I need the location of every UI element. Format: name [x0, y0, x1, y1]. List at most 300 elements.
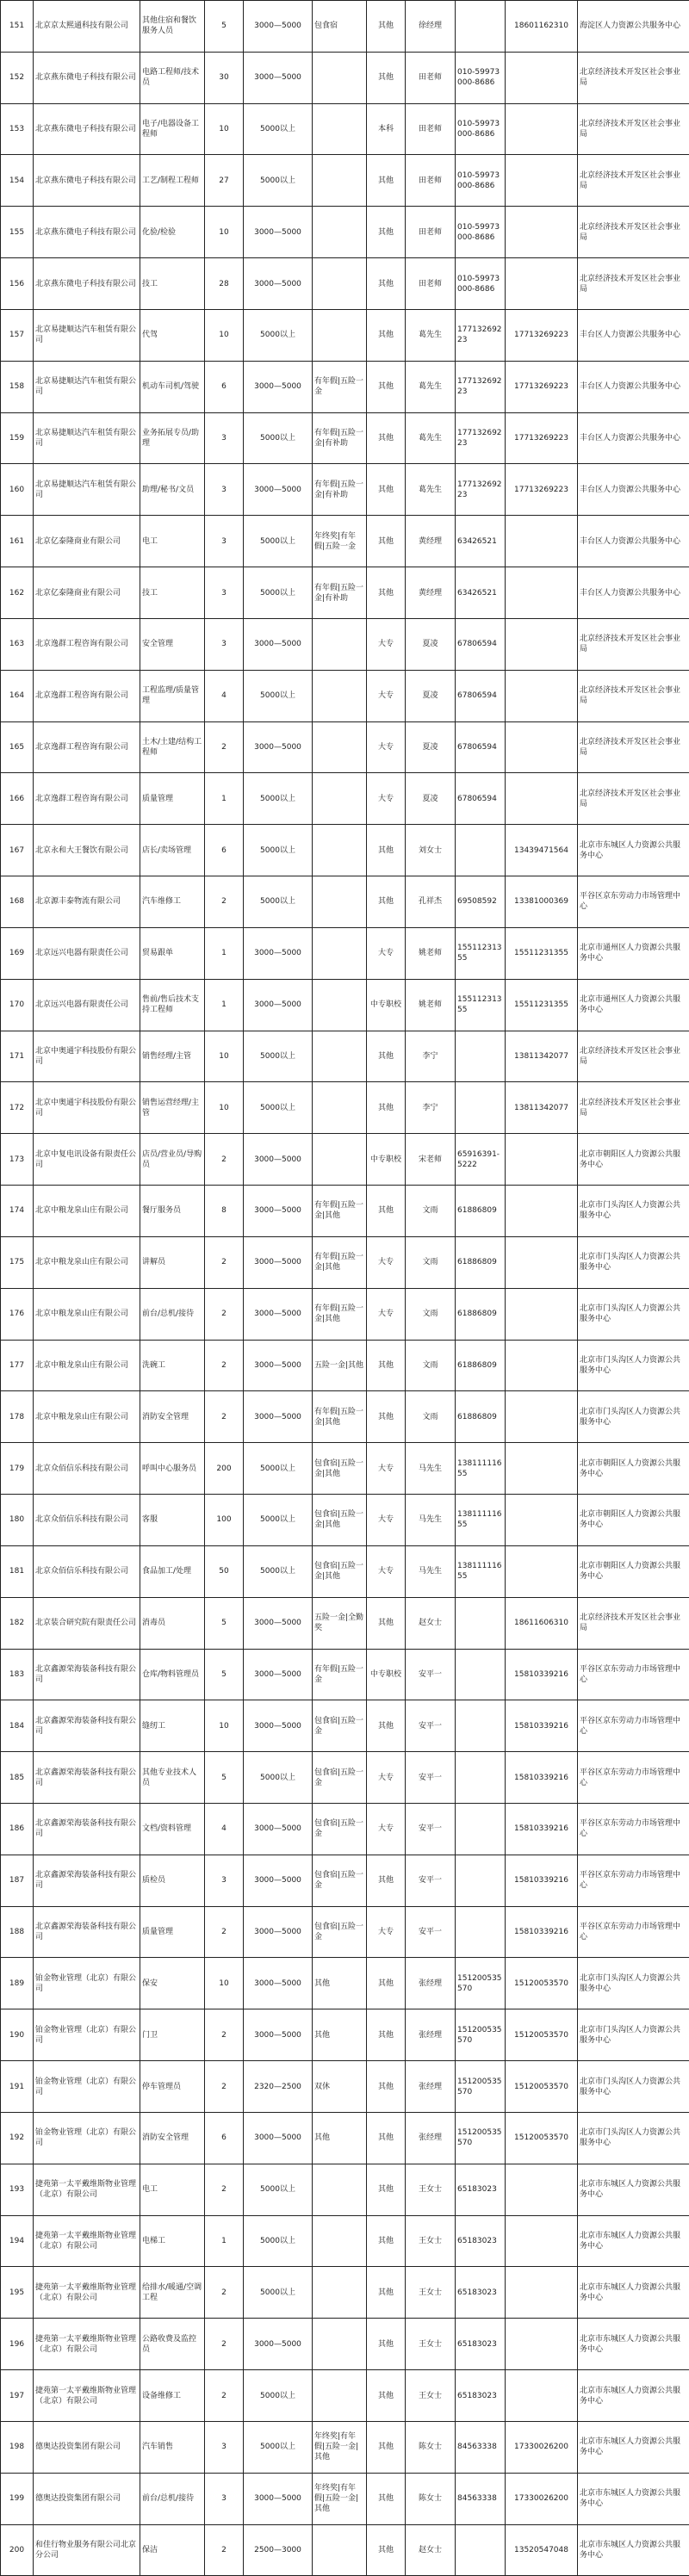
table-row: [1, 1752, 689, 1804]
headcount-cell: 3: [205, 2473, 244, 2524]
agency-cell: 北京市东城区人力资源公共服务中心: [578, 2164, 689, 2215]
company-cell: 北京易捷顺达汽车租赁有限公司: [34, 412, 140, 464]
education-cell: 其他: [367, 567, 406, 619]
salary-cell: 3000—5000: [244, 52, 313, 103]
agency-cell: 北京市东城区人力资源公共服务中心: [578, 2473, 689, 2524]
benefits-cell: 包食宿|五险一金: [313, 1855, 367, 1906]
agency-cell: 平谷区京东劳动力市场管理中心: [578, 1752, 689, 1804]
benefits-cell: [313, 2267, 367, 2319]
phone-cell: 15511231355: [456, 979, 506, 1031]
contact-person-cell: 安平一: [406, 1855, 456, 1906]
row-number-cell: 152: [1, 52, 34, 103]
benefits-cell: 包食宿|五险一金: [313, 1700, 367, 1752]
table-row: [1, 309, 689, 361]
education-cell: 其他: [367, 207, 406, 258]
phone-cell: 17713269223: [456, 309, 506, 361]
mobile-cell: 17330026200: [506, 2421, 578, 2473]
mobile-cell: [506, 1186, 578, 1237]
company-cell: 捷苑第一太平戴维斯物业管理（北京）有限公司: [34, 2215, 140, 2267]
benefits-cell: 包食宿|五险一金: [313, 1906, 367, 1958]
benefits-cell: [313, 1082, 367, 1134]
contact-person-cell: 王女士: [406, 2319, 456, 2370]
row-number-cell: 192: [1, 2112, 34, 2164]
phone-cell: 151200535570: [456, 1958, 506, 2009]
salary-cell: 3000—5000: [244, 2009, 313, 2061]
position-cell: 店长/卖场管理: [140, 825, 205, 876]
row-number-cell: 173: [1, 1134, 34, 1186]
row-number-cell: 179: [1, 1443, 34, 1495]
mobile-cell: [506, 1134, 578, 1186]
benefits-cell: 包食宿|五险一金: [313, 1803, 367, 1855]
table-row: [1, 361, 689, 412]
salary-cell: 3000—5000: [244, 2319, 313, 2370]
contact-person-cell: 安平一: [406, 1752, 456, 1804]
table-row: [1, 1186, 689, 1237]
agency-cell: 北京市朝阳区人力资源公共服务中心: [578, 1134, 689, 1186]
agency-cell: 丰台区人力资源公共服务中心: [578, 361, 689, 412]
position-cell: 工艺/制程工程师: [140, 155, 205, 207]
agency-cell: 丰台区人力资源公共服务中心: [578, 412, 689, 464]
position-cell: 其他专业技术人员: [140, 1752, 205, 1804]
education-cell: 大专: [367, 927, 406, 979]
company-cell: 德奥达投资集团有限公司: [34, 2421, 140, 2473]
mobile-cell: 17713269223: [506, 412, 578, 464]
contact-person-cell: 夏凌: [406, 773, 456, 825]
salary-cell: 5000以上: [244, 516, 313, 567]
mobile-cell: 13811342077: [506, 1082, 578, 1134]
salary-cell: 5000以上: [244, 1495, 313, 1546]
agency-cell: 北京经济技术开发区社会事业局: [578, 103, 689, 155]
benefits-cell: [313, 1134, 367, 1186]
education-cell: 其他: [367, 2061, 406, 2113]
contact-person-cell: 徐经理: [406, 1, 456, 53]
contact-person-cell: 张经理: [406, 2009, 456, 2061]
company-cell: 北京中粮龙泉山庄有限公司: [34, 1391, 140, 1443]
salary-cell: 3000—5000: [244, 2112, 313, 2164]
position-cell: 设备维修工: [140, 2370, 205, 2422]
position-cell: 电子/电器设备工程师: [140, 103, 205, 155]
phone-cell: 84563338: [456, 2473, 506, 2524]
phone-cell: 61886809: [456, 1236, 506, 1288]
phone-cell: 13811111655: [456, 1443, 506, 1495]
headcount-cell: 2: [205, 2009, 244, 2061]
position-cell: 工程监理/质量管理: [140, 670, 205, 721]
position-cell: 餐厅服务员: [140, 1186, 205, 1237]
contact-person-cell: 张经理: [406, 1958, 456, 2009]
education-cell: 中专职校: [367, 1134, 406, 1186]
phone-cell: [456, 1649, 506, 1700]
contact-person-cell: 张经理: [406, 2112, 456, 2164]
company-cell: 北京众佰信乐科技有限公司: [34, 1545, 140, 1597]
salary-cell: 5000以上: [244, 876, 313, 928]
table-row: [1, 876, 689, 928]
table-row: [1, 2112, 689, 2164]
phone-cell: 010-59973000-8686: [456, 207, 506, 258]
table-row: [1, 1906, 689, 1958]
contact-person-cell: 姚老师: [406, 979, 456, 1031]
mobile-cell: [506, 1236, 578, 1288]
benefits-cell: 年终奖|有年假|五险一金: [313, 516, 367, 567]
position-cell: 洗碗工: [140, 1340, 205, 1391]
position-cell: 销售经理/主管: [140, 1031, 205, 1082]
salary-cell: 5000以上: [244, 670, 313, 721]
agency-cell: 北京经济技术开发区社会事业局: [578, 258, 689, 310]
position-cell: 业务拓展专员/助理: [140, 412, 205, 464]
phone-cell: 151200535570: [456, 2061, 506, 2113]
agency-cell: 北京经济技术开发区社会事业局: [578, 1597, 689, 1649]
education-cell: 其他: [367, 876, 406, 928]
salary-cell: 3000—5000: [244, 1288, 313, 1340]
position-cell: 仓库/物料管理员: [140, 1649, 205, 1700]
mobile-cell: [506, 2215, 578, 2267]
headcount-cell: 3: [205, 618, 244, 670]
row-number-cell: 196: [1, 2319, 34, 2370]
phone-cell: [456, 1700, 506, 1752]
agency-cell: 北京市门头沟区人力资源公共服务中心: [578, 1340, 689, 1391]
mobile-cell: [506, 2164, 578, 2215]
phone-cell: 65183023: [456, 2370, 506, 2422]
row-number-cell: 185: [1, 1752, 34, 1804]
position-cell: 缝纫工: [140, 1700, 205, 1752]
agency-cell: 北京市东城区人力资源公共服务中心: [578, 2215, 689, 2267]
education-cell: 中专职校: [367, 1649, 406, 1700]
table-row: [1, 2215, 689, 2267]
mobile-cell: [506, 1443, 578, 1495]
row-number-cell: 178: [1, 1391, 34, 1443]
row-number-cell: 168: [1, 876, 34, 928]
company-cell: 北京中复电讯设备有限责任公司: [34, 1134, 140, 1186]
phone-cell: 010-59973000-8686: [456, 52, 506, 103]
benefits-cell: [313, 979, 367, 1031]
row-number-cell: 159: [1, 412, 34, 464]
company-cell: 铂金物业管理（北京）有限公司: [34, 2112, 140, 2164]
position-cell: 质量管理: [140, 1906, 205, 1958]
benefits-cell: 包食宿|五险一金|其他: [313, 1443, 367, 1495]
education-cell: 其他: [367, 1, 406, 53]
position-cell: 消防安全管理: [140, 2112, 205, 2164]
contact-person-cell: 赵女士: [406, 1597, 456, 1649]
table-row: [1, 2370, 689, 2422]
phone-cell: [456, 1752, 506, 1804]
row-number-cell: 161: [1, 516, 34, 567]
table-row: [1, 825, 689, 876]
position-cell: 保安: [140, 1958, 205, 2009]
benefits-cell: [313, 670, 367, 721]
salary-cell: 5000以上: [244, 2164, 313, 2215]
contact-person-cell: 黄经理: [406, 567, 456, 619]
benefits-cell: 双休: [313, 2061, 367, 2113]
education-cell: 本科: [367, 103, 406, 155]
table-row: [1, 464, 689, 516]
salary-cell: 5000以上: [244, 1752, 313, 1804]
position-cell: 汽车销售: [140, 2421, 205, 2473]
agency-cell: 平谷区京东劳动力市场管理中心: [578, 1649, 689, 1700]
table-row: [1, 2524, 689, 2576]
headcount-cell: 10: [205, 1958, 244, 2009]
headcount-cell: 2: [205, 1134, 244, 1186]
table-row: [1, 412, 689, 464]
company-cell: 北京中粮龙泉山庄有限公司: [34, 1288, 140, 1340]
company-cell: 北京中粮龙泉山庄有限公司: [34, 1186, 140, 1237]
position-cell: 给排水/暖通/空调工程: [140, 2267, 205, 2319]
position-cell: 质量管理: [140, 773, 205, 825]
table-row: [1, 927, 689, 979]
table-row: [1, 1700, 689, 1752]
phone-cell: [456, 825, 506, 876]
agency-cell: 北京经济技术开发区社会事业局: [578, 155, 689, 207]
benefits-cell: 年终奖|有年假|五险一金|其他: [313, 2421, 367, 2473]
contact-person-cell: 夏凌: [406, 721, 456, 773]
company-cell: 北京中粮龙泉山庄有限公司: [34, 1340, 140, 1391]
position-cell: 技工: [140, 258, 205, 310]
phone-cell: 63426521: [456, 567, 506, 619]
contact-person-cell: 王女士: [406, 2370, 456, 2422]
salary-cell: 3000—5000: [244, 1906, 313, 1958]
company-cell: 和佳行物业服务有限公司北京分公司: [34, 2524, 140, 2576]
company-cell: 北京中粮龙泉山庄有限公司: [34, 1236, 140, 1288]
benefits-cell: 有年假|五险一金|其他: [313, 1391, 367, 1443]
contact-person-cell: 文雨: [406, 1236, 456, 1288]
phone-cell: 84563338: [456, 2421, 506, 2473]
phone-cell: [456, 1031, 506, 1082]
table-row: [1, 2061, 689, 2113]
education-cell: 其他: [367, 2112, 406, 2164]
row-number-cell: 172: [1, 1082, 34, 1134]
company-cell: 北京逸群工程咨询有限公司: [34, 618, 140, 670]
headcount-cell: 6: [205, 2112, 244, 2164]
education-cell: 大专: [367, 670, 406, 721]
table-row: [1, 516, 689, 567]
contact-person-cell: 赵女士: [406, 2524, 456, 2576]
headcount-cell: 10: [205, 1082, 244, 1134]
table-row: [1, 1288, 689, 1340]
phone-cell: [456, 1, 506, 53]
education-cell: 其他: [367, 361, 406, 412]
row-number-cell: 190: [1, 2009, 34, 2061]
company-cell: 北京鑫源荣海装备科技有限公司: [34, 1803, 140, 1855]
row-number-cell: 174: [1, 1186, 34, 1237]
education-cell: 其他: [367, 2370, 406, 2422]
table-row: [1, 1545, 689, 1597]
headcount-cell: 2: [205, 1906, 244, 1958]
phone-cell: 13811111655: [456, 1495, 506, 1546]
benefits-cell: 有年假|五险一金: [313, 1649, 367, 1700]
row-number-cell: 157: [1, 309, 34, 361]
mobile-cell: [506, 1545, 578, 1597]
position-cell: 公路收费及监控员: [140, 2319, 205, 2370]
position-cell: 门卫: [140, 2009, 205, 2061]
contact-person-cell: 田老师: [406, 155, 456, 207]
headcount-cell: 2: [205, 2267, 244, 2319]
agency-cell: 丰台区人力资源公共服务中心: [578, 567, 689, 619]
agency-cell: 北京市朝阳区人力资源公共服务中心: [578, 1495, 689, 1546]
position-cell: 前台/总机/接待: [140, 1288, 205, 1340]
company-cell: 北京远兴电器有限责任公司: [34, 979, 140, 1031]
benefits-cell: 有年假|五险一金: [313, 361, 367, 412]
education-cell: 其他: [367, 825, 406, 876]
company-cell: 北京中奥通宇科技股份有限公司: [34, 1082, 140, 1134]
education-cell: 其他: [367, 1031, 406, 1082]
table-row: [1, 207, 689, 258]
contact-person-cell: 李宁: [406, 1082, 456, 1134]
phone-cell: 010-59973000-8686: [456, 103, 506, 155]
headcount-cell: 1: [205, 979, 244, 1031]
contact-person-cell: 黄经理: [406, 516, 456, 567]
education-cell: 其他: [367, 2524, 406, 2576]
salary-cell: 3000—5000: [244, 207, 313, 258]
salary-cell: 3000—5000: [244, 1134, 313, 1186]
company-cell: 北京燕东微电子科技有限公司: [34, 207, 140, 258]
education-cell: 其他: [367, 516, 406, 567]
position-cell: 汽车维修工: [140, 876, 205, 928]
row-number-cell: 200: [1, 2524, 34, 2576]
company-cell: 捷苑第一太平戴维斯物业管理（北京）有限公司: [34, 2267, 140, 2319]
phone-cell: [456, 1906, 506, 1958]
education-cell: 其他: [367, 2267, 406, 2319]
benefits-cell: 有年假|五险一金|其他: [313, 1288, 367, 1340]
company-cell: 北京易捷顺达汽车租赁有限公司: [34, 309, 140, 361]
education-cell: 其他: [367, 2215, 406, 2267]
salary-cell: 3000—5000: [244, 258, 313, 310]
row-number-cell: 170: [1, 979, 34, 1031]
salary-cell: 3000—5000: [244, 1597, 313, 1649]
phone-cell: [456, 1597, 506, 1649]
education-cell: 其他: [367, 1855, 406, 1906]
benefits-cell: [313, 2164, 367, 2215]
row-number-cell: 163: [1, 618, 34, 670]
salary-cell: 3000—5000: [244, 1855, 313, 1906]
phone-cell: 17713269223: [456, 412, 506, 464]
position-cell: 技工: [140, 567, 205, 619]
row-number-cell: 176: [1, 1288, 34, 1340]
salary-cell: 3000—5000: [244, 979, 313, 1031]
table-row: [1, 52, 689, 103]
row-number-cell: 156: [1, 258, 34, 310]
company-cell: 北京鑫源荣海装备科技有限公司: [34, 1752, 140, 1804]
education-cell: 其他: [367, 412, 406, 464]
company-cell: 北京鑫源荣海装备科技有限公司: [34, 1855, 140, 1906]
mobile-cell: [506, 670, 578, 721]
phone-cell: 61886809: [456, 1288, 506, 1340]
benefits-cell: 其他: [313, 1958, 367, 2009]
headcount-cell: 1: [205, 2215, 244, 2267]
position-cell: 消毒员: [140, 1597, 205, 1649]
mobile-cell: 17713269223: [506, 361, 578, 412]
salary-cell: 3000—5000: [244, 618, 313, 670]
headcount-cell: 8: [205, 1186, 244, 1237]
company-cell: 北京亿泰隆商业有限公司: [34, 516, 140, 567]
education-cell: 大专: [367, 1236, 406, 1288]
education-cell: 其他: [367, 464, 406, 516]
row-number-cell: 182: [1, 1597, 34, 1649]
contact-person-cell: 宋老师: [406, 1134, 456, 1186]
agency-cell: 平谷区京东劳动力市场管理中心: [578, 1906, 689, 1958]
headcount-cell: 3: [205, 516, 244, 567]
table-row: [1, 1443, 689, 1495]
education-cell: 大专: [367, 1495, 406, 1546]
headcount-cell: 2: [205, 2319, 244, 2370]
education-cell: 中专职校: [367, 979, 406, 1031]
agency-cell: 北京经济技术开发区社会事业局: [578, 1031, 689, 1082]
agency-cell: 平谷区京东劳动力市场管理中心: [578, 1855, 689, 1906]
position-cell: 呼叫中心服务员: [140, 1443, 205, 1495]
mobile-cell: 13439471564: [506, 825, 578, 876]
position-cell: 电工: [140, 516, 205, 567]
contact-person-cell: 王女士: [406, 2267, 456, 2319]
education-cell: 其他: [367, 1597, 406, 1649]
contact-person-cell: 文雨: [406, 1288, 456, 1340]
benefits-cell: [313, 2370, 367, 2422]
company-cell: 北京易捷顺达汽车租赁有限公司: [34, 361, 140, 412]
row-number-cell: 180: [1, 1495, 34, 1546]
table-row: [1, 773, 689, 825]
education-cell: 其他: [367, 309, 406, 361]
headcount-cell: 10: [205, 103, 244, 155]
education-cell: 大专: [367, 1906, 406, 1958]
agency-cell: 丰台区人力资源公共服务中心: [578, 516, 689, 567]
agency-cell: 北京市东城区人力资源公共服务中心: [578, 825, 689, 876]
table-row: [1, 2164, 689, 2215]
benefits-cell: [313, 207, 367, 258]
row-number-cell: 160: [1, 464, 34, 516]
row-number-cell: 195: [1, 2267, 34, 2319]
contact-person-cell: 陈女士: [406, 2473, 456, 2524]
mobile-cell: 13811342077: [506, 1031, 578, 1082]
table-row: [1, 1649, 689, 1700]
table-row: [1, 2267, 689, 2319]
company-cell: 北京易捷顺达汽车租赁有限公司: [34, 464, 140, 516]
phone-cell: 61886809: [456, 1340, 506, 1391]
company-cell: 铂金物业管理（北京）有限公司: [34, 2061, 140, 2113]
position-cell: 质检员: [140, 1855, 205, 1906]
education-cell: 其他: [367, 2473, 406, 2524]
phone-cell: [456, 2524, 506, 2576]
salary-cell: 5000以上: [244, 155, 313, 207]
contact-person-cell: 马先生: [406, 1545, 456, 1597]
agency-cell: 北京市门头沟区人力资源公共服务中心: [578, 1958, 689, 2009]
contact-person-cell: 夏凌: [406, 618, 456, 670]
agency-cell: 北京市门头沟区人力资源公共服务中心: [578, 1288, 689, 1340]
company-cell: 北京永和大王餐饮有限公司: [34, 825, 140, 876]
company-cell: 北京逸群工程咨询有限公司: [34, 670, 140, 721]
headcount-cell: 3: [205, 2421, 244, 2473]
table-row: [1, 258, 689, 310]
education-cell: 其他: [367, 2164, 406, 2215]
position-cell: 其他住宿和餐饮服务人员: [140, 1, 205, 53]
education-cell: 其他: [367, 1391, 406, 1443]
company-cell: 德奥达投资集团有限公司: [34, 2473, 140, 2524]
contact-person-cell: 王女士: [406, 2215, 456, 2267]
table-row: [1, 618, 689, 670]
table-row: [1, 1803, 689, 1855]
row-number-cell: 175: [1, 1236, 34, 1288]
agency-cell: 北京经济技术开发区社会事业局: [578, 670, 689, 721]
headcount-cell: 5: [205, 1649, 244, 1700]
salary-cell: 5000以上: [244, 1545, 313, 1597]
salary-cell: 5000以上: [244, 1443, 313, 1495]
education-cell: 大专: [367, 1803, 406, 1855]
company-cell: 北京鑫源荣海装备科技有限公司: [34, 1906, 140, 1958]
benefits-cell: 其他: [313, 2009, 367, 2061]
phone-cell: 69508592: [456, 876, 506, 928]
headcount-cell: 28: [205, 258, 244, 310]
salary-cell: 3000—5000: [244, 1803, 313, 1855]
contact-person-cell: 安平一: [406, 1803, 456, 1855]
benefits-cell: 年终奖|有年假|五险一金|其他: [313, 2473, 367, 2524]
mobile-cell: [506, 618, 578, 670]
benefits-cell: [313, 155, 367, 207]
position-cell: 食品加工/处理: [140, 1545, 205, 1597]
